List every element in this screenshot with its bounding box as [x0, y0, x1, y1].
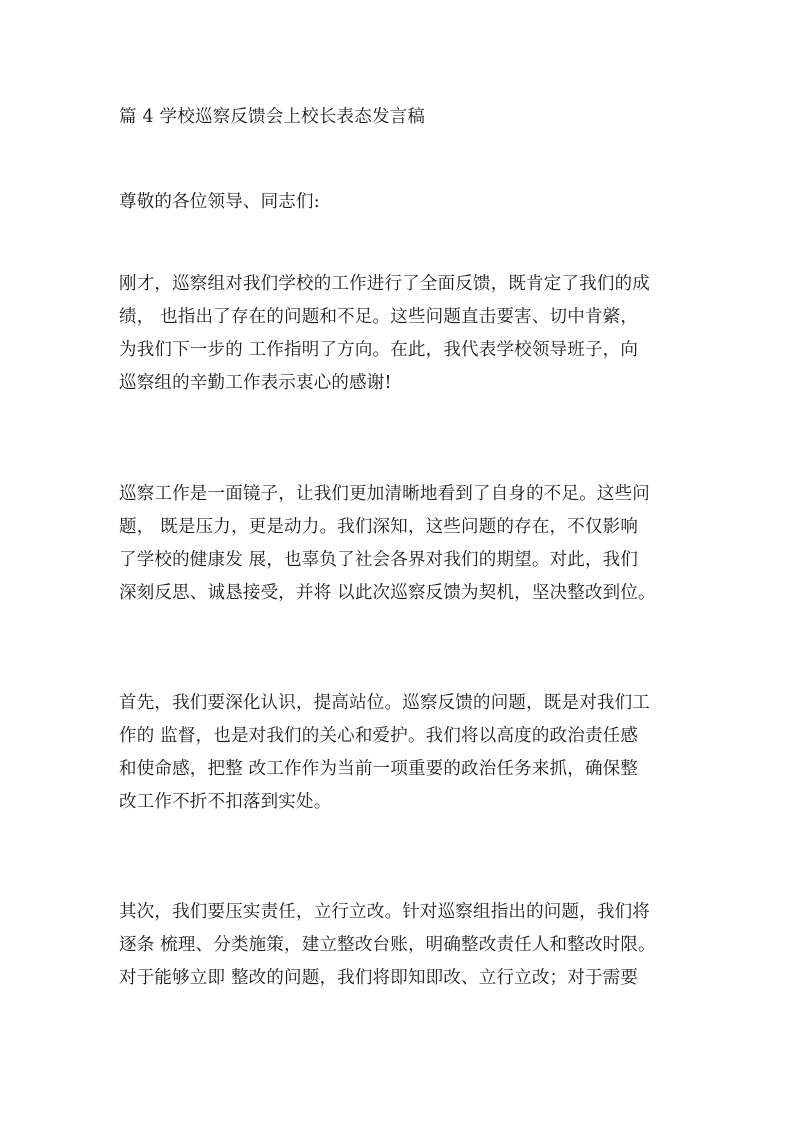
- paragraph-line: 了学校的健康发 展，也辜负了社会各界对我们的期望。对此，我们: [119, 550, 639, 570]
- paragraph-line: 对于能够立即 整改的问题，我们将即知即改、立行立改；对于需要: [119, 968, 639, 988]
- greeting-line: 尊敬的各位领导、同志们:: [119, 192, 320, 212]
- paragraph-line: 作的 监督，也是对我们的关心和爱护。我们将以高度的政治责任感: [119, 726, 639, 746]
- paragraph-line: 深刻反思、诚恳接受，并将 以此次巡察反馈为契机，坚决整改到位。: [119, 583, 656, 603]
- paragraph-line: 题， 既是压力，更是动力。我们深知，这些问题的存在，不仅影响: [119, 517, 639, 537]
- paragraph-line: 巡察组的辛勤工作表示衷心的感谢!: [119, 373, 392, 393]
- greeting: [119, 186, 685, 219]
- paragraph-line: 和使命感，把整 改工作作为当前一项重要的政治任务来抓，确保整: [119, 759, 639, 779]
- paragraph-line: 巡察工作是一面镜子，让我们更加清晰地看到了自身的不足。这些问: [119, 484, 650, 504]
- document-title: [119, 101, 685, 134]
- paragraph-3: [119, 687, 685, 819]
- paragraph-line: 绩， 也指出了存在的问题和不足。这些问题直击要害、切中肯綮，: [119, 307, 639, 327]
- paragraph-line: 改工作不折不扣落到实处。: [119, 792, 332, 812]
- paragraph-line: 为我们下一步的 工作指明了方向。在此，我代表学校领导班子，向: [119, 340, 639, 360]
- paragraph-2: [119, 478, 685, 610]
- paragraph-1: [119, 268, 685, 400]
- paragraph-line: 其次，我们要压实责任，立行立改。针对巡察组指出的问题，我们将: [119, 902, 650, 922]
- title-line: 篇 4 学校巡察反馈会上校长表态发言稿: [119, 107, 426, 127]
- paragraph-line: 刚才，巡察组对我们学校的工作进行了全面反馈，既肯定了我们的成: [119, 274, 650, 294]
- paragraph-4: [119, 896, 685, 995]
- paragraph-line: 逐条 梳理、分类施策，建立整改台账，明确整改责任人和整改时限。: [119, 935, 656, 955]
- paragraph-line: 首先，我们要深化认识，提高站位。巡察反馈的问题，既是对我们工: [119, 693, 650, 713]
